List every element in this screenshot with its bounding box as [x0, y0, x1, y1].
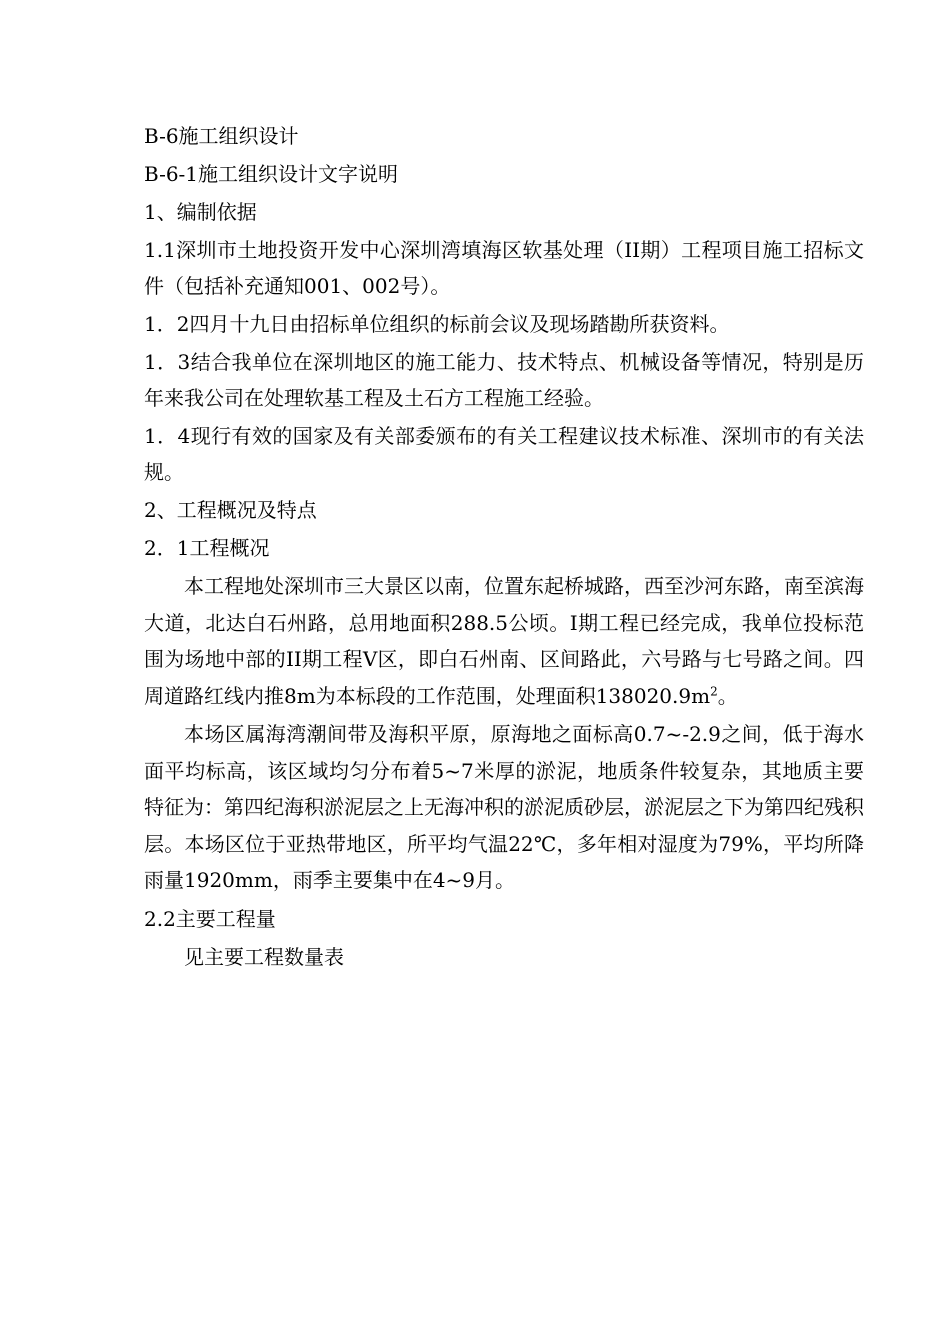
heading-basis: 1、编制依据: [144, 200, 257, 224]
paragraph-project-overview: [144, 568, 864, 714]
heading-2-1: 2．1工程概况: [144, 536, 270, 560]
paragraph-1-2: 1．2四月十九日由招标单位组织的标前会议及现场踏勘所获资料。: [144, 312, 730, 336]
paragraph-1-3: 1．3结合我单位在深圳地区的施工能力、技术特点、机械设备等情况，特别是历年来我公司在处理软基工程及土石方工程施工经验。: [144, 350, 864, 410]
paragraph-quantity-table-ref: 见主要工程数量表: [184, 944, 344, 969]
section-title-b6-1: B-6-1施工组织设计文字说明: [144, 162, 399, 186]
area-unit-superscript: 2: [710, 683, 718, 698]
paragraph-1-1: 1.1深圳市土地投资开发中心深圳湾填海区软基处理（II期）工程项目施工招标文件（包括补充通知001、002号）。: [144, 238, 864, 298]
paragraph-site-conditions: 本场区属海湾潮间带及海积平原，原海地之面标高0.7~-2.9之间，低于海水面平均标高，该区域均匀分布着5~7米厚的淤泥，地质条件较复杂，其地质主要特征为：第四纪海积淤泥层之上无海冲积的淤泥质砂层，淤泥层之下为第四纪残积层。本场区位于亚热带地区，所平均气温22℃，多年相对湿度为79%，平均所降雨量1920mm，雨季主要集中在4~9月。: [144, 722, 864, 892]
paragraph-1-4: 1．4现行有效的国家及有关部委颁布的有关工程建议技术标准、深圳市的有关法规。: [144, 424, 864, 484]
document-body: [144, 118, 864, 975]
overview-text: 本工程地处深圳市三大景区以南，位置东起桥城路，西至沙河东路，南至滨海大道，北达白石州路，总用地面积288.5公顷。I期工程已经完成，我单位投标范围为场地中部的II期工程V区，即白石州南、区间路此，六号路与七号路之间。四周道路红线内推8m为本标段的工作范围，处理面积138020.9m: [144, 574, 864, 708]
overview-end: 。: [717, 683, 738, 708]
heading-2-2: 2.2主要工程量: [144, 906, 276, 931]
section-title-b6: B-6施工组织设计: [144, 124, 299, 148]
heading-overview: 2、工程概况及特点: [144, 498, 317, 522]
